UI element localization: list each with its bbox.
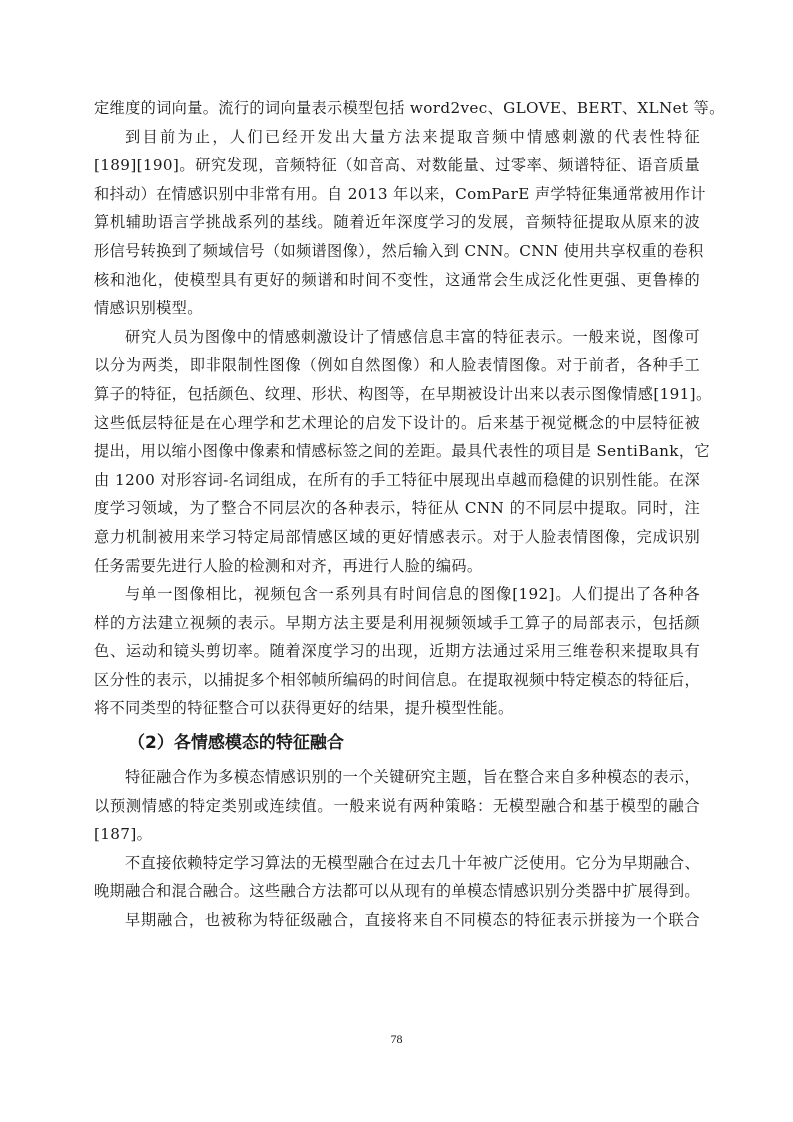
paragraph-line: 以分为两类，即非限制性图像（例如自然图像）和人脸表情图像。对于前者，各种手工 <box>94 356 700 375</box>
paragraph-line: 算机辅助语言学挑战系列的基线。随着近年深度学习的发展，音频特征提取从原来的波 <box>94 213 700 232</box>
paragraph-line: 意力机制被用来学习特定局部情感区域的更好情感表示。对于人脸表情图像，完成识别 <box>94 527 700 546</box>
paragraph-line: 特征融合作为多模态情感识别的一个关键研究主题，旨在整合来自多种模态的表示， <box>125 768 700 787</box>
paragraph-line: 以预测情感的特定类别或连续值。一般来说有两种策略：无模型融合和基于模型的融合 <box>94 796 700 815</box>
paragraph-line: 到目前为止，人们已经开发出大量方法来提取音频中情感刺激的代表性特征 <box>125 127 700 146</box>
paragraph-line: 任务需要先进行人脸的检测和对齐，再进行人脸的编码。 <box>94 556 483 575</box>
paragraph-line: 情感识别模型。 <box>94 299 203 318</box>
paragraph-line: 不直接依赖特定学习算法的无模型融合在过去几十年被广泛使用。它分为早期融合、 <box>125 853 700 872</box>
body-text <box>94 94 725 935</box>
paragraph-line: 研究人员为图像中的情感刺激设计了情感信息丰富的特征表示。一般来说，图像可 <box>125 327 700 346</box>
paragraph-line: 将不同类型的特征整合可以获得更好的结果，提升模型性能。 <box>94 699 514 718</box>
paragraph-line: 早期融合，也被称为特征级融合，直接将来自不同模态的特征表示拼接为一个联合 <box>125 911 700 930</box>
paragraph-line: 与单一图像相比，视频包含一系列具有时间信息的图像[192]。人们提出了各种各 <box>125 585 700 604</box>
page-number: 78 <box>390 1032 403 1046</box>
paragraph-line: 形信号转换到了频域信号（如频谱图像），然后输入到 CNN。CNN 使用共享权重的卷积 <box>94 241 704 260</box>
paragraph-line: 和抖动）在情感识别中非常有用。自 2013 年以来，ComParE 声学特征集通常被用作计 <box>94 184 706 203</box>
paragraph-line: 色、运动和镜头剪切率。随着深度学习的出现，近期方法通过采用三维卷积来提取具有 <box>94 642 700 661</box>
section-heading: （2）各情感模态的特征融合 <box>128 733 344 754</box>
paragraph-line: 这些低层特征是在心理学和艺术理论的启发下设计的。后来基于视觉概念的中层特征被 <box>94 413 700 432</box>
paragraph-line: 样的方法建立视频的表示。早期方法主要是利用视频领域手工算子的局部表示，包括颜 <box>94 613 700 632</box>
paragraph-line: 定维度的词向量。流行的词向量表示模型包括 word2vec、GLOVE、BERT、XLNet 等。 <box>94 99 725 117</box>
paragraph-line: 度学习领域，为了整合不同层次的各种表示，特征从 CNN 的不同层中提取。同时，注 <box>94 499 700 518</box>
paragraph-line: 晚期融合和混合融合。这些融合方法都可以从现有的单模态情感识别分类器中扩展得到。 <box>94 882 700 901</box>
paragraph-line: [187]。 <box>94 825 153 844</box>
paragraph-line: [189][190]。研究发现，音频特征（如音高、对数能量、过零率、频谱特征、语音质量 <box>94 156 700 175</box>
paragraph-line: 区分性的表示，以捕捉多个相邻帧所编码的时间信息。在提取视频中特定模态的特征后， <box>94 670 700 689</box>
paragraph-line: 由 1200 对形容词-名词组成，在所有的手工特征中展现出卓越而稳健的识别性能。在深 <box>94 470 700 489</box>
paragraph-line: 算子的特征，包括颜色、纹理、形状、构图等，在早期被设计出来以表示图像情感[191]。 <box>94 384 712 403</box>
paragraph-line: 提出，用以缩小图像中像素和情感标签之间的差距。最具代表性的项目是 SentiBank，它 <box>94 442 710 461</box>
paragraph-line: 核和池化，使模型具有更好的频谱和时间不变性，这通常会生成泛化性更强、更鲁棒的 <box>94 270 700 289</box>
